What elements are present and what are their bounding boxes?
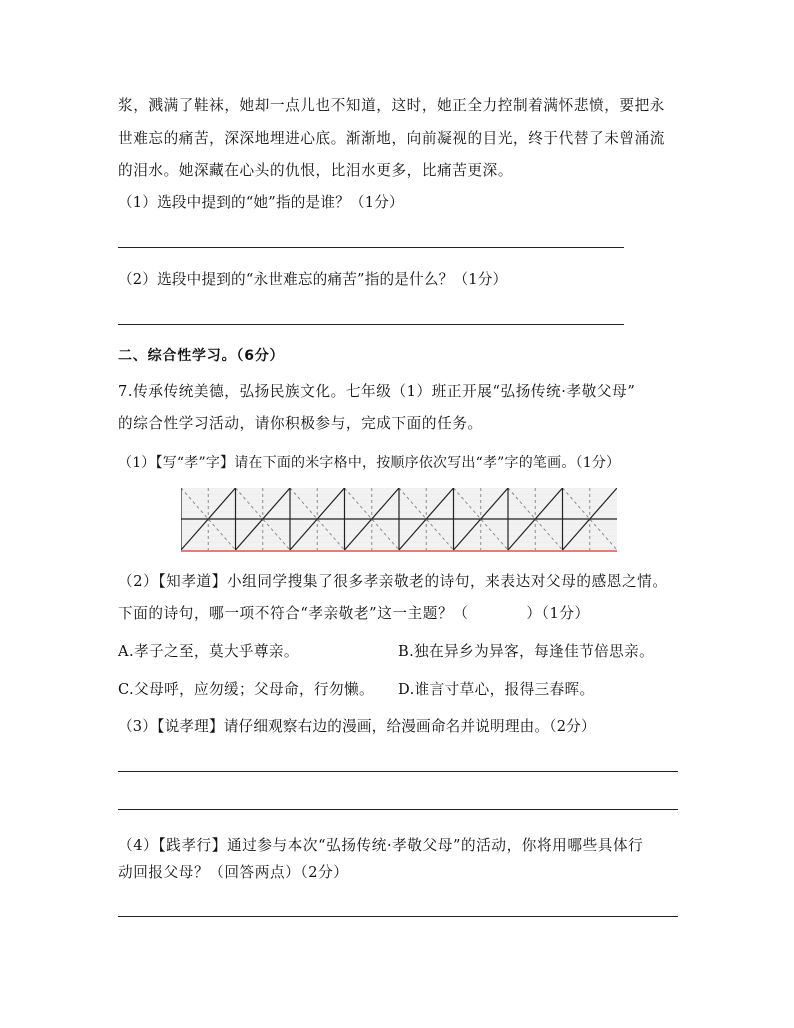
answer-line-q6-2[interactable] — [118, 324, 624, 325]
q7-sub2-text-a: 下面的诗句，哪一项不符合“孝亲敬老”这一主题？（ — [118, 605, 469, 622]
option-d: D.谁言寸草心，报得三春晖。 — [398, 681, 595, 698]
option-c: C.父母呼，应勿缓；父母命，行勿懒。 — [118, 681, 374, 698]
section-heading: 二、综合性学习。（6分） — [118, 348, 285, 364]
q6-sub2: （2）选段中提到的“永世难忘的痛苦”指的是什么？（1分） — [118, 271, 508, 288]
q7-sub4-line-2: 动回报父母？（回答两点）（2分） — [118, 864, 349, 881]
q7-intro-line-2: 的综合性学习活动，请你积极参与，完成下面的任务。 — [118, 415, 483, 432]
q7-intro-line-1: 7.传承传统美德，弘扬民族文化。七年级（1）班正开展“弘扬传统·孝敬父母” — [118, 383, 636, 400]
q7-sub2-line-1: （2）【知孝道】小组同学搜集了很多孝亲敬老的诗句，来表达对父母的感恩之情。 — [118, 573, 668, 590]
q7-sub4-line-1: （4）【践孝行】通过参与本次“弘扬传统·孝敬父母”的活动，你将用哪些具体行 — [118, 837, 644, 854]
option-a: A.孝子之至，莫大乎尊亲。 — [118, 643, 299, 660]
passage-line-2: 世难忘的痛苦，深深地埋进心底。渐渐地，向前凝视的目光，终于代替了未曾涌流 — [118, 130, 665, 147]
passage-line-3: 的泪水。她深藏在心头的仇恨，比泪水更多，比痛苦更深。 — [118, 162, 514, 179]
passage-line-1: 浆，溅满了鞋袜，她却一点儿也不知道，这时，她正全力控制着满怀悲愤，要把永 — [118, 97, 665, 114]
q7-sub2-text-b: ）（1分） — [526, 605, 590, 622]
q6-sub1: （1）选段中提到的“她”指的是谁？（1分） — [118, 194, 404, 211]
answer-line-q7-3b[interactable] — [118, 809, 678, 810]
q7-sub2-line-2 — [118, 604, 590, 624]
answer-line-q7-4[interactable] — [118, 916, 678, 917]
q7-sub1: （1）【写“孝”字】请在下面的米字格中，按顺序依次写出“孝”字的笔画。（1分） — [118, 455, 621, 471]
answer-line-q7-3a[interactable] — [118, 771, 678, 772]
answer-line-q6-1[interactable] — [118, 247, 624, 248]
option-b: B.独在异乡为异客，每逢佳节倍思亲。 — [398, 643, 655, 660]
q7-sub3: （3）【说孝理】请仔细观察右边的漫画，给漫画命名并说明理由。（2分） — [118, 718, 596, 735]
mizi-grid[interactable] — [181, 488, 617, 554]
